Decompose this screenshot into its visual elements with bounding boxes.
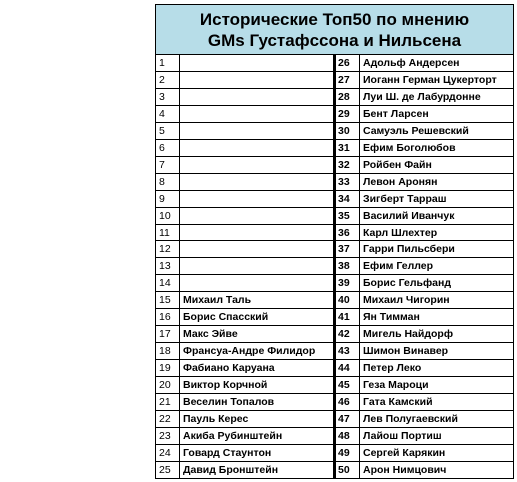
player-name: Лайош Портиш bbox=[363, 429, 442, 442]
rank-number: 36 bbox=[336, 225, 360, 241]
table-row bbox=[156, 275, 333, 292]
player-name bbox=[180, 106, 333, 122]
table-row bbox=[156, 377, 333, 394]
player-name: Сергей Карякин bbox=[363, 446, 446, 459]
table-row bbox=[156, 445, 333, 462]
table-row bbox=[336, 394, 513, 411]
rank-number: 18 bbox=[156, 343, 180, 359]
table-row bbox=[156, 343, 333, 360]
player-name bbox=[180, 123, 333, 139]
table-row bbox=[336, 462, 513, 479]
table-row bbox=[156, 462, 333, 479]
rank-number: 46 bbox=[336, 394, 360, 410]
table-row bbox=[156, 411, 333, 428]
player-name: Ефим Геллер bbox=[363, 260, 434, 273]
table-row bbox=[336, 191, 513, 208]
player-name: Зигберт Тарраш bbox=[363, 192, 447, 205]
rank-number: 26 bbox=[336, 55, 360, 71]
rank-number: 20 bbox=[156, 377, 180, 393]
player-name: Самуэль Решевский bbox=[363, 124, 469, 137]
title-line-2: GMs Густафссона и Нильсена bbox=[207, 30, 462, 50]
rank-number: 12 bbox=[156, 241, 180, 257]
title-line-1: Исторические Топ50 по мнению bbox=[199, 9, 470, 29]
table-row bbox=[336, 326, 513, 343]
table-row bbox=[156, 208, 333, 225]
player-name: Пауль Керес bbox=[183, 413, 249, 426]
player-name: Ян Тимман bbox=[363, 311, 420, 324]
rank-number: 44 bbox=[336, 360, 360, 376]
table-row bbox=[156, 292, 333, 309]
rank-number: 43 bbox=[336, 343, 360, 359]
table-row bbox=[156, 360, 333, 377]
rank-number: 2 bbox=[156, 72, 180, 88]
table-row bbox=[336, 157, 513, 174]
player-name: Давид Бронштейн bbox=[183, 463, 279, 476]
player-name: Говард Стаунтон bbox=[183, 446, 272, 459]
rank-number: 42 bbox=[336, 326, 360, 342]
player-name: Луи Ш. де Лабурдонне bbox=[363, 90, 481, 103]
table-row bbox=[156, 394, 333, 411]
rank-number: 29 bbox=[336, 106, 360, 122]
player-name bbox=[180, 72, 333, 88]
rank-number: 22 bbox=[156, 411, 180, 427]
player-name: Фабиано Каруана bbox=[183, 362, 275, 375]
table-row bbox=[156, 428, 333, 445]
rank-number: 13 bbox=[156, 258, 180, 274]
table-row bbox=[336, 360, 513, 377]
rank-number: 40 bbox=[336, 292, 360, 308]
table-row bbox=[156, 140, 333, 157]
table-row bbox=[336, 428, 513, 445]
table-row bbox=[156, 157, 333, 174]
table-row bbox=[336, 241, 513, 258]
table-row bbox=[336, 275, 513, 292]
table-row bbox=[336, 377, 513, 394]
player-name: Веселин Топалов bbox=[183, 396, 275, 409]
player-name: Макс Эйве bbox=[183, 328, 238, 341]
rank-number: 32 bbox=[336, 157, 360, 173]
table-row bbox=[336, 72, 513, 89]
table-row bbox=[156, 123, 333, 140]
player-name: Василий Иванчук bbox=[363, 209, 455, 222]
right-column bbox=[336, 55, 513, 479]
table-row bbox=[156, 72, 333, 89]
rank-number: 9 bbox=[156, 191, 180, 207]
player-name: Борис Спасский bbox=[183, 311, 269, 324]
player-name bbox=[180, 174, 333, 190]
rank-number: 33 bbox=[336, 174, 360, 190]
table-row bbox=[336, 89, 513, 106]
player-name: Иоганн Герман Цукерторт bbox=[363, 73, 497, 86]
rank-number: 5 bbox=[156, 123, 180, 139]
table-row bbox=[336, 309, 513, 326]
player-name: Карл Шлехтер bbox=[363, 226, 438, 239]
rank-number: 47 bbox=[336, 411, 360, 427]
rank-number: 31 bbox=[336, 140, 360, 156]
player-name bbox=[180, 191, 333, 207]
table-row bbox=[156, 309, 333, 326]
player-name bbox=[180, 208, 333, 224]
player-name bbox=[180, 225, 333, 241]
rank-number: 50 bbox=[336, 462, 360, 479]
rank-number: 41 bbox=[336, 309, 360, 325]
rank-number: 6 bbox=[156, 140, 180, 156]
rank-number: 16 bbox=[156, 309, 180, 325]
player-name: Франсуа-Андре Филидор bbox=[183, 345, 316, 358]
rank-number: 28 bbox=[336, 89, 360, 105]
rank-number: 23 bbox=[156, 428, 180, 444]
player-name: Ефим Боголюбов bbox=[363, 141, 456, 154]
player-name bbox=[180, 157, 333, 173]
table-row bbox=[156, 89, 333, 106]
table-row bbox=[336, 411, 513, 428]
player-name: Бент Ларсен bbox=[363, 107, 429, 120]
player-name: Акиба Рубинштейн bbox=[183, 429, 283, 442]
rank-number: 24 bbox=[156, 445, 180, 461]
player-name: Виктор Корчной bbox=[183, 379, 268, 392]
table-row bbox=[336, 258, 513, 275]
player-name: Мигель Найдорф bbox=[363, 328, 454, 341]
player-name bbox=[180, 55, 333, 71]
table-row bbox=[336, 123, 513, 140]
player-name: Адольф Андерсен bbox=[363, 57, 460, 69]
table-row bbox=[336, 292, 513, 309]
rank-number: 38 bbox=[336, 258, 360, 274]
table-row bbox=[336, 55, 513, 72]
rank-number: 37 bbox=[336, 241, 360, 257]
rank-number: 25 bbox=[156, 462, 180, 479]
player-name: Борис Гельфанд bbox=[363, 277, 452, 290]
player-name: Геза Мароци bbox=[363, 379, 429, 392]
rank-number: 45 bbox=[336, 377, 360, 393]
player-name: Гарри Пильсбери bbox=[363, 243, 455, 256]
table-row bbox=[336, 174, 513, 191]
table-row bbox=[156, 55, 333, 72]
rank-number: 27 bbox=[336, 72, 360, 88]
player-name: Гата Камский bbox=[363, 396, 433, 409]
table-row bbox=[336, 343, 513, 360]
player-name: Петер Леко bbox=[363, 362, 422, 375]
ranking-table bbox=[155, 4, 514, 479]
left-column bbox=[156, 55, 333, 479]
player-name bbox=[180, 140, 333, 156]
player-name bbox=[180, 275, 333, 291]
table-row bbox=[336, 445, 513, 462]
rank-number: 10 bbox=[156, 208, 180, 224]
player-name bbox=[180, 258, 333, 274]
table-row bbox=[156, 106, 333, 123]
rank-number: 1 bbox=[156, 55, 180, 71]
rank-number: 8 bbox=[156, 174, 180, 190]
table-row bbox=[156, 241, 333, 258]
player-name: Шимон Винавер bbox=[363, 345, 449, 358]
player-name: Михаил Таль bbox=[183, 294, 252, 307]
rank-number: 14 bbox=[156, 275, 180, 291]
player-name: Лев Полугаевский bbox=[363, 413, 458, 426]
rank-number: 39 bbox=[336, 275, 360, 291]
rank-number: 21 bbox=[156, 394, 180, 410]
table-row bbox=[336, 106, 513, 123]
table-title bbox=[156, 5, 513, 55]
rank-number: 17 bbox=[156, 326, 180, 342]
table-row bbox=[156, 174, 333, 191]
rank-number: 15 bbox=[156, 292, 180, 308]
table-row bbox=[156, 258, 333, 275]
rank-number: 11 bbox=[156, 225, 180, 241]
player-name: Михаил Чигорин bbox=[363, 294, 450, 307]
table-row bbox=[156, 191, 333, 208]
rank-number: 4 bbox=[156, 106, 180, 122]
table-row bbox=[156, 225, 333, 242]
table-body bbox=[156, 55, 513, 479]
rank-number: 3 bbox=[156, 89, 180, 105]
player-name bbox=[180, 89, 333, 105]
rank-number: 30 bbox=[336, 123, 360, 139]
table-row bbox=[336, 208, 513, 225]
table-row bbox=[336, 225, 513, 242]
table-row bbox=[156, 326, 333, 343]
rank-number: 49 bbox=[336, 445, 360, 461]
player-name: Левон Аронян bbox=[363, 175, 438, 188]
table-row bbox=[336, 140, 513, 157]
rank-number: 48 bbox=[336, 428, 360, 444]
rank-number: 7 bbox=[156, 157, 180, 173]
rank-number: 34 bbox=[336, 191, 360, 207]
player-name bbox=[180, 241, 333, 257]
player-name: Ройбен Файн bbox=[363, 158, 432, 171]
rank-number: 19 bbox=[156, 360, 180, 376]
rank-number: 35 bbox=[336, 208, 360, 224]
player-name: Арон Нимцович bbox=[363, 463, 447, 476]
